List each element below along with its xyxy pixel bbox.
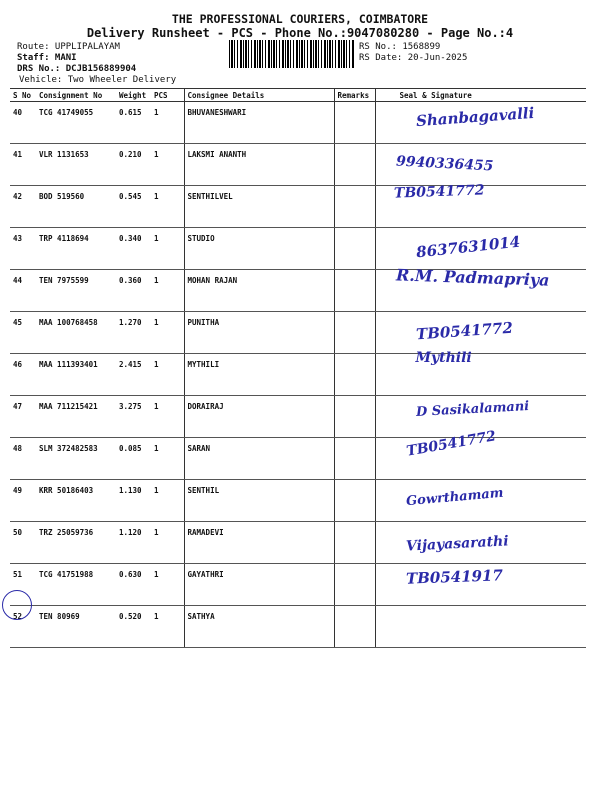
cell-sno: 44 — [10, 270, 36, 312]
cell-remarks — [334, 312, 375, 354]
runsheet-subtitle: Delivery Runsheet - PCS - Phone No.:9047080280 - Page No.:4 — [86, 26, 514, 40]
cell-signature — [375, 606, 586, 648]
handwritten-signature: 8637631014 — [414, 232, 521, 262]
cell-remarks — [334, 228, 375, 270]
cell-weight: 0.615 — [116, 102, 151, 144]
cell-signature — [375, 522, 586, 564]
col-weight: Weight — [116, 89, 151, 102]
cell-remarks — [334, 396, 375, 438]
cell-sno: 46 — [10, 354, 36, 396]
cell-pcs: 1 — [151, 144, 184, 186]
table-row — [10, 270, 586, 312]
cell-signature — [375, 228, 586, 270]
handwritten-signature: R.M. Padmapriya — [395, 265, 550, 290]
cell-consignment: BOD 519560 — [36, 186, 116, 228]
cell-remarks — [334, 480, 375, 522]
cell-pcs: 1 — [151, 102, 184, 144]
cell-signature — [375, 564, 586, 606]
cell-weight: 0.360 — [116, 270, 151, 312]
cell-weight: 1.120 — [116, 522, 151, 564]
cell-signature — [375, 182, 586, 228]
col-signature: Seal & Signature — [375, 89, 586, 102]
cell-signature — [375, 102, 586, 144]
handwritten-signature: TB0541917 — [405, 566, 503, 588]
cell-consignee: SENTHIL — [184, 480, 334, 522]
handwritten-signature: TB0541772 — [393, 182, 485, 202]
cell-consignment: SLM 372482583 — [36, 438, 116, 480]
cell-pcs: 1 — [151, 438, 184, 480]
cell-signature — [375, 480, 586, 522]
handwritten-signature: Vijayasarathi — [405, 533, 509, 555]
table-row — [10, 354, 586, 396]
cell-consignment: TCG 41751988 — [36, 564, 116, 606]
cell-pcs: 1 — [151, 354, 184, 396]
route-label: Route: UPPLIPALAYAM — [17, 42, 120, 52]
cell-pcs: 1 — [151, 522, 184, 564]
cell-consignment: TCG 41749055 — [36, 102, 116, 144]
cell-pcs: 1 — [151, 270, 184, 312]
cell-sno: 47 — [10, 396, 36, 438]
cell-consignee: LAKSMI ANANTH — [184, 144, 334, 186]
cell-sno: 50 — [10, 522, 36, 564]
col-pcs: PCS — [151, 89, 184, 102]
cell-consignment: MAA 711215421 — [36, 396, 116, 438]
table-row — [10, 438, 586, 480]
cell-pcs: 1 — [151, 606, 184, 648]
cell-weight: 3.275 — [116, 396, 151, 438]
cell-weight: 0.630 — [116, 564, 151, 606]
cell-consignee: MOHAN RAJAN — [184, 270, 334, 312]
cell-remarks — [334, 270, 375, 312]
cell-sno: 48 — [10, 438, 36, 480]
cell-remarks — [334, 354, 375, 396]
handwritten-signature: TB0541772 — [414, 318, 513, 344]
cell-consignment: MAA 111393401 — [36, 354, 116, 396]
cell-remarks — [334, 606, 375, 648]
runsheet-table — [10, 88, 586, 648]
rs-date: RS Date: 20-Jun-2025 — [359, 53, 468, 63]
barcode — [229, 40, 354, 68]
handwritten-signature: Shanbagavalli — [415, 103, 535, 131]
col-remarks: Remarks — [334, 89, 375, 102]
cell-consignment: KRR 50186403 — [36, 480, 116, 522]
table-row — [10, 186, 586, 228]
cell-weight: 0.545 — [116, 186, 151, 228]
cell-weight: 1.270 — [116, 312, 151, 354]
table-row — [10, 522, 586, 564]
table-row — [10, 228, 586, 270]
cell-signature — [375, 265, 586, 312]
cell-weight: 1.130 — [116, 480, 151, 522]
handwritten-signature: 9940336455 — [395, 153, 494, 175]
cell-weight: 0.340 — [116, 228, 151, 270]
cell-consignee: GAYATHRI — [184, 564, 334, 606]
cell-consignee: STUDIO — [184, 228, 334, 270]
cell-sno: 45 — [10, 312, 36, 354]
staff-label: Staff: MANI — [17, 53, 77, 63]
table-row — [10, 396, 586, 438]
cell-consignment: MAA 100768458 — [36, 312, 116, 354]
cell-pcs: 1 — [151, 480, 184, 522]
cell-weight: 0.085 — [116, 438, 151, 480]
cell-remarks — [334, 102, 375, 144]
drs-label: DRS No.: DCJB156889904 — [17, 64, 137, 74]
table-row — [10, 144, 586, 186]
handwritten-signature: D Sasikalamani — [415, 399, 530, 420]
rs-number: RS No.: 1568899 — [359, 42, 441, 52]
cell-sno: 41 — [10, 144, 36, 186]
cell-consignment: TEN 7975599 — [36, 270, 116, 312]
cell-consignment: VLR 1131653 — [36, 144, 116, 186]
cell-consignee: PUNITHA — [184, 312, 334, 354]
cell-weight: 0.210 — [116, 144, 151, 186]
cell-signature — [375, 312, 586, 354]
cell-pcs: 1 — [151, 186, 184, 228]
cell-sno: 40 — [10, 102, 36, 144]
cell-consignee: MYTHILI — [184, 354, 334, 396]
company-title: THE PROFESSIONAL COURIERS, COIMBATORE — [171, 12, 429, 26]
cell-sno: 52 — [10, 606, 36, 648]
cell-sno: 42 — [10, 186, 36, 228]
handwritten-signature: Gowrthamam — [405, 485, 504, 510]
cell-consignment: TRP 4118694 — [36, 228, 116, 270]
table-row — [10, 102, 586, 144]
cell-consignee: DORAIRAJ — [184, 396, 334, 438]
cell-consignee: BHUVANESHWARI — [184, 102, 334, 144]
table-row — [10, 480, 586, 522]
cell-sno: 49 — [10, 480, 36, 522]
cell-pcs: 1 — [151, 228, 184, 270]
cell-pcs: 1 — [151, 564, 184, 606]
cell-weight: 2.415 — [116, 354, 151, 396]
table-header-row — [10, 89, 586, 102]
vehicle-label: Vehicle: Two Wheeler Delivery — [19, 75, 177, 85]
col-sno: S No — [10, 89, 36, 102]
cell-signature — [375, 350, 586, 396]
cell-remarks — [334, 144, 375, 186]
cell-sno: 43 — [10, 228, 36, 270]
cell-remarks — [334, 186, 375, 228]
cell-consignment: TEN 80969 — [36, 606, 116, 648]
cell-signature — [375, 428, 586, 480]
cell-consignee: SARAN — [184, 438, 334, 480]
cell-remarks — [334, 438, 375, 480]
cell-pcs: 1 — [151, 312, 184, 354]
cell-remarks — [334, 522, 375, 564]
pen-circle-mark — [2, 590, 32, 620]
cell-consignment: TRZ 25059736 — [36, 522, 116, 564]
handwritten-signature: TB0541772 — [404, 428, 497, 460]
handwritten-signature: Mythili — [415, 350, 472, 366]
col-consignment: Consignment No — [36, 89, 116, 102]
cell-remarks — [334, 564, 375, 606]
table-row — [10, 564, 586, 606]
cell-weight: 0.520 — [116, 606, 151, 648]
cell-signature — [375, 144, 586, 186]
cell-consignee: SENTHILVEL — [184, 186, 334, 228]
col-consignee: Consignee Details — [184, 89, 334, 102]
cell-sno: 51 — [10, 564, 36, 606]
cell-consignee: RAMADEVI — [184, 522, 334, 564]
cell-consignee: SATHYA — [184, 606, 334, 648]
table-row — [10, 312, 586, 354]
cell-pcs: 1 — [151, 396, 184, 438]
table-row — [10, 606, 586, 648]
